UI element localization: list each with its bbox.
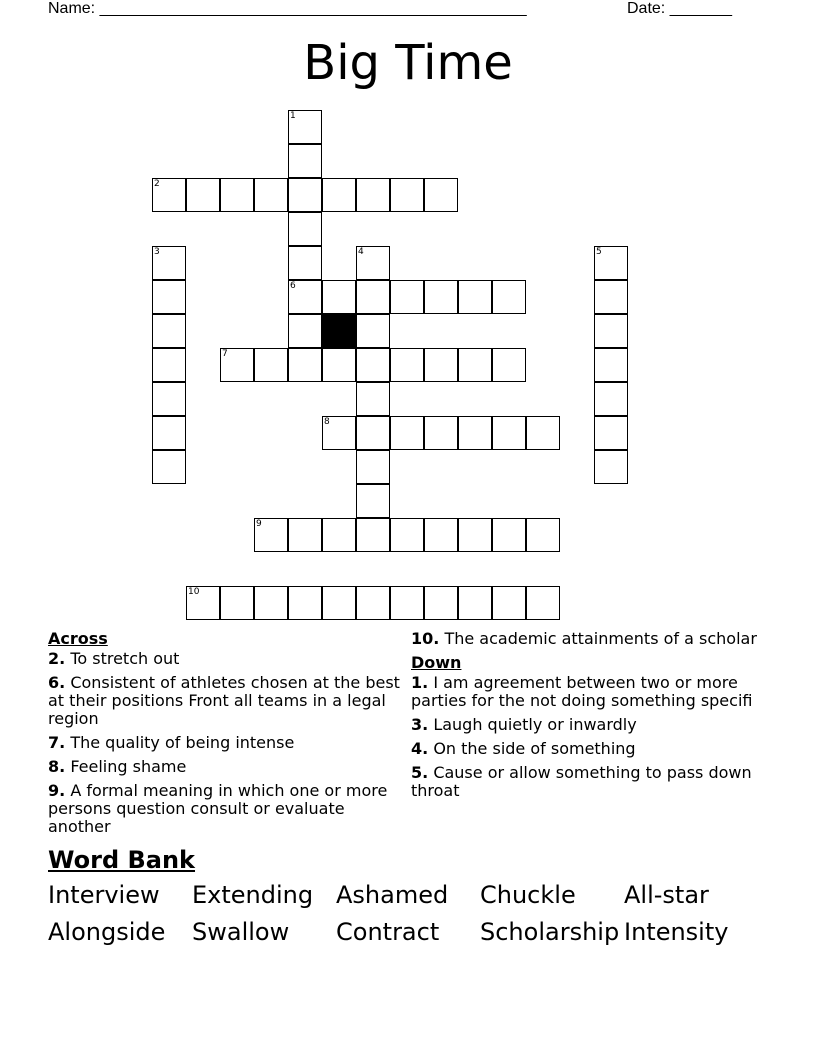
crossword-cell[interactable] bbox=[594, 246, 628, 280]
crossword-cell[interactable] bbox=[594, 348, 628, 382]
crossword-cell[interactable] bbox=[152, 348, 186, 382]
cell-number: 6 bbox=[290, 281, 296, 291]
crossword-cell[interactable] bbox=[356, 518, 390, 552]
word-bank-item: Alongside bbox=[48, 918, 166, 946]
crossword-cell[interactable] bbox=[152, 280, 186, 314]
clue-down-5: 5. Cause or allow something to pass down throat bbox=[411, 763, 752, 800]
clue-across-10: 10. The academic attainments of a scholar bbox=[411, 629, 757, 648]
crossword-cell[interactable] bbox=[424, 178, 458, 212]
crossword-cell[interactable] bbox=[322, 280, 356, 314]
cell-number: 8 bbox=[324, 417, 330, 427]
crossword-cell[interactable] bbox=[254, 178, 288, 212]
crossword-cell[interactable] bbox=[424, 416, 458, 450]
word-bank-item: Interview bbox=[48, 881, 160, 909]
word-bank-item: Ashamed bbox=[336, 881, 449, 909]
crossword-cell[interactable] bbox=[288, 246, 322, 280]
cell-number: 4 bbox=[358, 247, 364, 257]
crossword-cell[interactable] bbox=[492, 348, 526, 382]
clue-across-6: 6. Consistent of athletes chosen at the best at their positions Front all teams in a legal region bbox=[48, 673, 400, 728]
crossword-cell[interactable] bbox=[390, 348, 424, 382]
cell-number: 9 bbox=[256, 519, 262, 529]
across-heading: Across bbox=[48, 629, 108, 648]
word-bank-title: Word Bank bbox=[48, 846, 196, 874]
crossword-cell[interactable] bbox=[288, 586, 322, 620]
crossword-cell[interactable] bbox=[390, 178, 424, 212]
crossword-cell[interactable] bbox=[152, 450, 186, 484]
crossword-cell[interactable] bbox=[186, 586, 220, 620]
crossword-cell[interactable] bbox=[356, 246, 390, 280]
word-bank-item: Extending bbox=[192, 881, 314, 909]
crossword-cell[interactable] bbox=[220, 178, 254, 212]
crossword-cell[interactable] bbox=[492, 416, 526, 450]
crossword-cell[interactable] bbox=[356, 280, 390, 314]
crossword-cell[interactable] bbox=[390, 416, 424, 450]
clue-across-9: 9. A formal meaning in which one or more persons question consult or evaluate another bbox=[48, 781, 388, 836]
clues-right-column bbox=[411, 630, 771, 806]
crossword-cell[interactable] bbox=[492, 518, 526, 552]
crossword-cell[interactable] bbox=[356, 178, 390, 212]
down-heading: Down bbox=[411, 653, 462, 672]
word-bank-item: All-star bbox=[624, 881, 709, 909]
crossword-cell[interactable] bbox=[152, 246, 186, 280]
cell-number: 2 bbox=[154, 179, 160, 189]
crossword-cell[interactable] bbox=[424, 280, 458, 314]
crossword-cell[interactable] bbox=[390, 518, 424, 552]
crossword-cell[interactable] bbox=[288, 518, 322, 552]
crossword-cell[interactable] bbox=[458, 518, 492, 552]
crossword-cell[interactable] bbox=[322, 416, 356, 450]
crossword-cell[interactable] bbox=[220, 586, 254, 620]
crossword-cell[interactable] bbox=[492, 280, 526, 314]
clue-down-1: 1. I am agreement between two or more parties for the not doing something specifi bbox=[411, 673, 753, 710]
crossword-cell[interactable] bbox=[458, 348, 492, 382]
crossword-cell[interactable] bbox=[254, 348, 288, 382]
crossword-cell[interactable] bbox=[152, 416, 186, 450]
crossword-cell[interactable] bbox=[254, 518, 288, 552]
crossword-cell[interactable] bbox=[458, 280, 492, 314]
cell-number: 5 bbox=[596, 247, 602, 257]
word-bank-item: Scholarship bbox=[480, 918, 620, 946]
crossword-cell[interactable] bbox=[526, 518, 560, 552]
crossword-cell[interactable] bbox=[594, 382, 628, 416]
crossword-cell[interactable] bbox=[288, 280, 322, 314]
cell-number: 7 bbox=[222, 349, 228, 359]
clue-across-8: 8. Feeling shame bbox=[48, 757, 187, 776]
crossword-cell[interactable] bbox=[594, 450, 628, 484]
crossword-cell[interactable] bbox=[152, 382, 186, 416]
crossword-cell[interactable] bbox=[424, 348, 458, 382]
date-field[interactable]: Date: _______ bbox=[627, 0, 732, 17]
crossword-cell[interactable] bbox=[322, 518, 356, 552]
word-bank bbox=[48, 880, 768, 947]
crossword-cell[interactable] bbox=[288, 178, 322, 212]
crossword-cell[interactable] bbox=[322, 348, 356, 382]
crossword-cell[interactable] bbox=[288, 348, 322, 382]
clue-across-7: 7. The quality of being intense bbox=[48, 733, 295, 752]
crossword-cell[interactable] bbox=[492, 586, 526, 620]
crossword-cell[interactable] bbox=[594, 314, 628, 348]
crossword-cell[interactable] bbox=[594, 280, 628, 314]
crossword-cell[interactable] bbox=[458, 586, 492, 620]
word-bank-item: Intensity bbox=[624, 918, 729, 946]
word-bank-item: Contract bbox=[336, 918, 440, 946]
crossword-cell[interactable] bbox=[288, 314, 322, 348]
crossword-cell[interactable] bbox=[288, 144, 322, 178]
crossword-cell[interactable] bbox=[254, 586, 288, 620]
crossword-cell[interactable] bbox=[424, 586, 458, 620]
page-title: Big Time bbox=[303, 35, 513, 91]
crossword-cell[interactable] bbox=[288, 110, 322, 144]
cell-number: 3 bbox=[154, 247, 160, 257]
clue-across-2: 2. To stretch out bbox=[48, 649, 180, 668]
crossword-black-cell bbox=[322, 314, 356, 348]
clues-left-column bbox=[48, 630, 406, 842]
name-field[interactable]: Name: ________________________________________________ bbox=[48, 0, 527, 17]
crossword-cell[interactable] bbox=[356, 382, 390, 416]
crossword-cell[interactable] bbox=[424, 518, 458, 552]
crossword-cell[interactable] bbox=[152, 314, 186, 348]
crossword-cell[interactable] bbox=[288, 212, 322, 246]
crossword-cell[interactable] bbox=[220, 348, 254, 382]
cell-number: 1 bbox=[290, 111, 296, 121]
crossword-cell[interactable] bbox=[322, 178, 356, 212]
crossword-cell[interactable] bbox=[526, 416, 560, 450]
word-bank-item: Chuckle bbox=[480, 881, 576, 909]
crossword-cell[interactable] bbox=[152, 178, 186, 212]
clue-down-4: 4. On the side of something bbox=[411, 739, 636, 758]
crossword-cell[interactable] bbox=[526, 586, 560, 620]
crossword-cell[interactable] bbox=[390, 280, 424, 314]
crossword-cell[interactable] bbox=[356, 416, 390, 450]
crossword-cell[interactable] bbox=[356, 450, 390, 484]
crossword-cell[interactable] bbox=[356, 586, 390, 620]
word-bank-item: Swallow bbox=[192, 918, 290, 946]
crossword-cell[interactable] bbox=[390, 586, 424, 620]
crossword-cell[interactable] bbox=[356, 348, 390, 382]
crossword-cell[interactable] bbox=[186, 178, 220, 212]
crossword-cell[interactable] bbox=[356, 484, 390, 518]
crossword-cell[interactable] bbox=[356, 314, 390, 348]
clue-down-3: 3. Laugh quietly or inwardly bbox=[411, 715, 637, 734]
crossword-cell[interactable] bbox=[594, 416, 628, 450]
crossword-cell[interactable] bbox=[458, 416, 492, 450]
cell-number: 10 bbox=[188, 587, 200, 597]
crossword-cell[interactable] bbox=[322, 586, 356, 620]
